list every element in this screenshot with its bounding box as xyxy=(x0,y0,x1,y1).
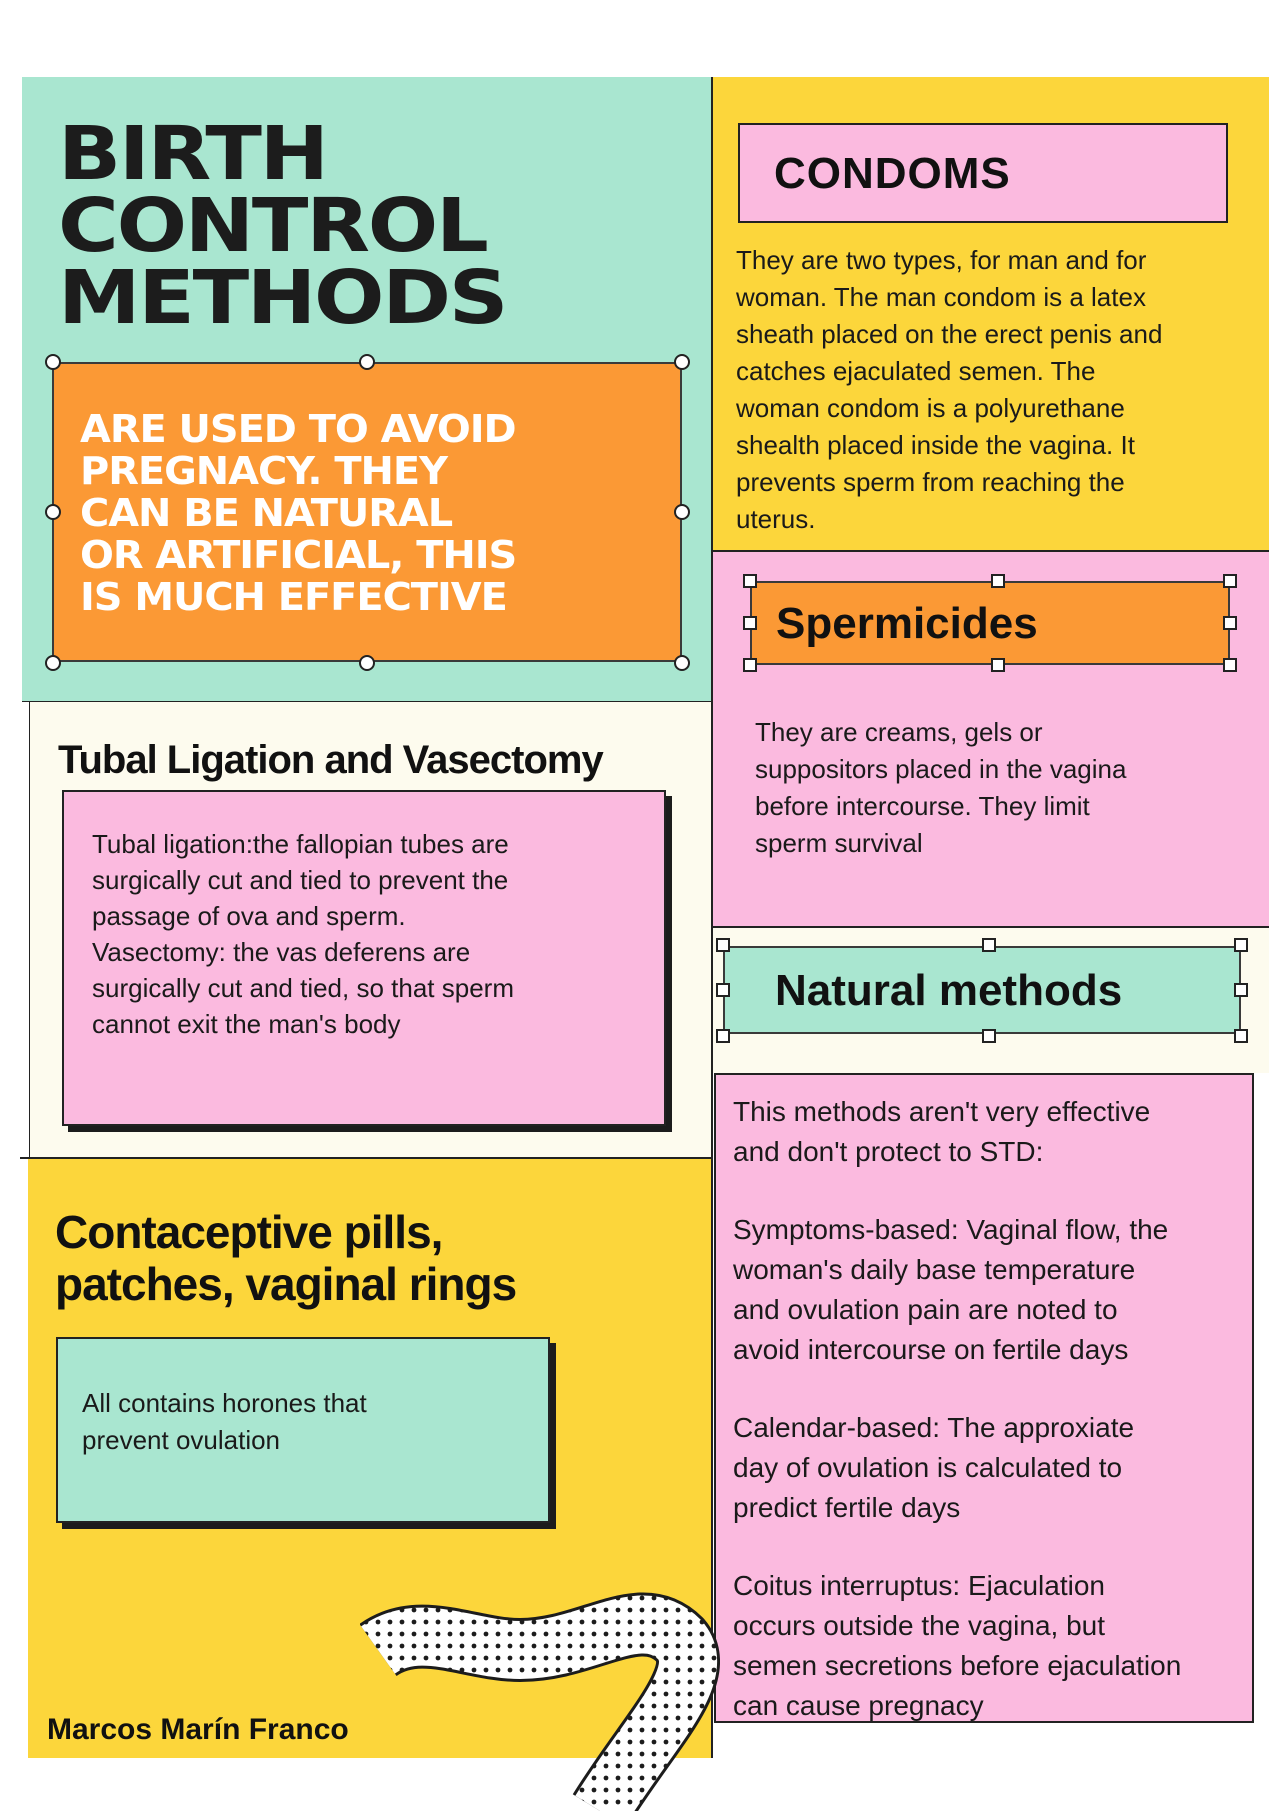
condoms-line: prevents sperm from reaching the xyxy=(736,467,1125,497)
pills-box xyxy=(56,1337,550,1523)
tubal-box xyxy=(62,790,666,1126)
divider-tubal xyxy=(20,1157,712,1159)
natural-line: This methods aren't very effective xyxy=(733,1096,1151,1127)
natural-line: occurs outside the vagina, but xyxy=(733,1610,1106,1641)
condoms-heading-box xyxy=(738,123,1228,223)
intro-line: OR ARTIFICIAL, THIS xyxy=(80,533,517,577)
natural-line: Calendar-based: The approxiate xyxy=(733,1412,1135,1443)
condoms-line: woman condom is a polyurethane xyxy=(736,393,1125,423)
intro-line: PREGNACY. THEY xyxy=(80,449,447,493)
author-name: Marcos Marín Franco xyxy=(47,1713,349,1746)
resize-handle-top-right[interactable] xyxy=(674,354,690,370)
resize-handle-middle-right[interactable] xyxy=(1223,616,1237,630)
intro-line: ARE USED TO AVOID xyxy=(80,407,516,451)
tubal-line: surgically cut and tied to prevent the xyxy=(92,865,509,895)
natural-heading-box[interactable] xyxy=(723,946,1241,1034)
title-line-1: BIRTH xyxy=(58,111,327,197)
condoms-description xyxy=(736,242,1256,538)
spermicides-line: before intercourse. They limit xyxy=(755,791,1090,821)
tubal-heading: Tubal Ligation and Vasectomy xyxy=(58,738,603,782)
resize-handle-top-left[interactable] xyxy=(743,574,757,588)
resize-handle-middle-left[interactable] xyxy=(716,983,730,997)
spermicides-heading: Spermicides xyxy=(776,599,1038,648)
tubal-line: Vasectomy: the vas deferens are xyxy=(92,937,471,967)
resize-handle-middle-left[interactable] xyxy=(743,616,757,630)
tubal-line: Tubal ligation:the fallopian tubes are xyxy=(92,829,509,859)
natural-line: Coitus interruptus: Ejaculation xyxy=(733,1570,1105,1601)
dotted-squiggle-decoration xyxy=(360,1580,720,1811)
condoms-heading: CONDOMS xyxy=(774,149,1011,198)
tubal-line: passage of ova and sperm. xyxy=(92,901,406,931)
page-title xyxy=(58,111,730,341)
resize-handle-bottom-right[interactable] xyxy=(1223,658,1237,672)
natural-heading: Natural methods xyxy=(775,966,1123,1015)
spermicides-line: sperm survival xyxy=(755,828,923,858)
natural-line: and ovulation pain are noted to xyxy=(733,1294,1118,1325)
natural-line: avoid intercourse on fertile days xyxy=(733,1334,1129,1365)
resize-handle-top-left[interactable] xyxy=(716,938,730,952)
divider-spermicides xyxy=(712,926,1269,928)
natural-line: and don't protect to STD: xyxy=(733,1136,1044,1167)
pills-line: prevent ovulation xyxy=(82,1425,281,1455)
resize-handle-top-right[interactable] xyxy=(1223,574,1237,588)
natural-line: predict fertile days xyxy=(733,1492,961,1523)
resize-handle-top-right[interactable] xyxy=(1234,938,1248,952)
natural-line: Symptoms-based: Vaginal flow, the xyxy=(733,1214,1169,1245)
condoms-line: sheath placed on the erect penis and xyxy=(736,319,1163,349)
resize-handle-top-center[interactable] xyxy=(359,354,375,370)
pills-heading-line: Contaceptive pills, xyxy=(55,1206,443,1258)
condoms-line: woman. The man condom is a latex xyxy=(736,282,1146,312)
resize-handle-top-center[interactable] xyxy=(991,574,1005,588)
resize-handle-top-left[interactable] xyxy=(45,354,61,370)
resize-handle-bottom-left[interactable] xyxy=(716,1029,730,1043)
tubal-line: surgically cut and tied, so that sperm xyxy=(92,973,514,1003)
condoms-line: uterus. xyxy=(736,504,816,534)
intro-line: IS MUCH EFFECTIVE xyxy=(80,575,507,619)
tubal-line: cannot exit the man's body xyxy=(92,1009,401,1039)
natural-line: can cause pregnacy xyxy=(733,1690,984,1721)
resize-handle-top-center[interactable] xyxy=(982,938,996,952)
pills-heading-line: patches, vaginal rings xyxy=(55,1258,517,1310)
resize-handle-bottom-center[interactable] xyxy=(359,655,375,671)
natural-line: day of ovulation is calculated to xyxy=(733,1452,1123,1483)
spermicides-description xyxy=(755,714,1235,862)
spermicides-heading-box[interactable] xyxy=(750,581,1230,665)
condoms-line: shealth placed inside the vagina. It xyxy=(736,430,1135,460)
title-line-3: METHODS xyxy=(58,255,507,341)
natural-line: semen secretions before ejaculation xyxy=(733,1650,1182,1681)
title-line-2: CONTROL xyxy=(58,183,487,269)
resize-handle-middle-left[interactable] xyxy=(45,504,61,520)
natural-line: woman's daily base temperature xyxy=(733,1254,1136,1285)
resize-handle-middle-right[interactable] xyxy=(1234,983,1248,997)
tubal-left-line xyxy=(29,701,30,1157)
resize-handle-middle-right[interactable] xyxy=(674,504,690,520)
resize-handle-bottom-center[interactable] xyxy=(991,658,1005,672)
natural-description xyxy=(733,1092,1253,1726)
pills-heading xyxy=(55,1206,516,1310)
resize-handle-bottom-left[interactable] xyxy=(45,655,61,671)
intro-line: CAN BE NATURAL xyxy=(80,491,453,535)
divider-condoms xyxy=(712,550,1269,552)
spermicides-line: suppositors placed in the vagina xyxy=(755,754,1127,784)
condoms-line: They are two types, for man and for xyxy=(736,245,1147,275)
pills-description xyxy=(82,1385,542,1459)
tubal-description xyxy=(92,826,652,1042)
intro-box[interactable] xyxy=(52,362,682,662)
resize-handle-bottom-center[interactable] xyxy=(982,1029,996,1043)
resize-handle-bottom-right[interactable] xyxy=(1234,1029,1248,1043)
condoms-line: catches ejaculated semen. The xyxy=(736,356,1096,386)
resize-handle-bottom-right[interactable] xyxy=(674,655,690,671)
pills-line: All contains horones that xyxy=(82,1388,367,1418)
resize-handle-bottom-left[interactable] xyxy=(743,658,757,672)
spermicides-line: They are creams, gels or xyxy=(755,717,1043,747)
intro-text xyxy=(80,408,710,618)
divider-title xyxy=(22,701,712,702)
